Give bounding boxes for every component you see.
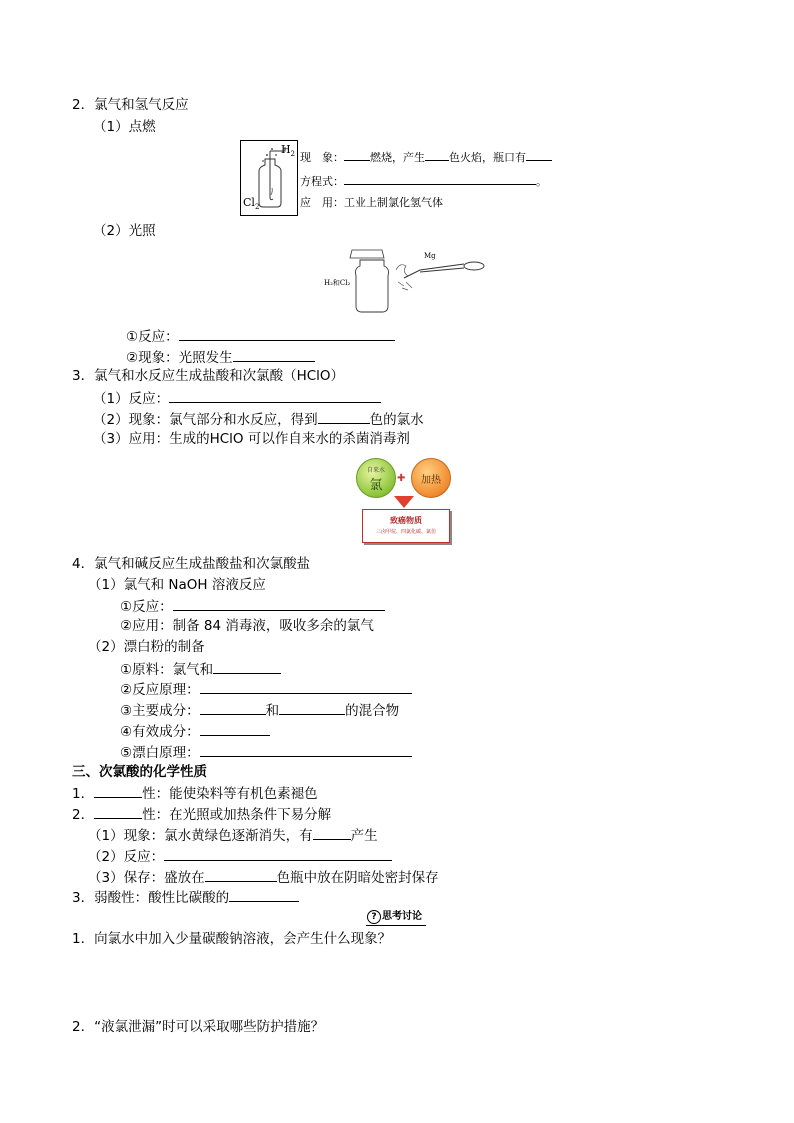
phenomenon-line: 现 象： 燃烧，产生 色火焰，瓶口有: [300, 146, 552, 167]
answer-blank[interactable]: [213, 659, 281, 674]
discussion-badge: ? 思考讨论: [366, 909, 426, 926]
answer-blank[interactable]: [344, 170, 536, 185]
hclo-properties-title: 三、次氯酸的化学性质: [72, 764, 207, 780]
answer-blank[interactable]: [279, 700, 345, 715]
answer-blank[interactable]: [164, 846, 392, 861]
answer-blank[interactable]: [94, 804, 142, 819]
answer-blank[interactable]: [200, 700, 266, 715]
question-icon: ?: [367, 910, 381, 924]
bleach-reaction-principle: ②反应原理：: [120, 679, 412, 699]
discussion-question-2: 2．“液氯泄漏”时可以采取哪些防护措施？: [72, 1019, 325, 1035]
answer-blank[interactable]: [200, 679, 412, 694]
answer-blank[interactable]: [169, 388, 381, 403]
application-line: 应 用：工业上制氯化氢气体: [300, 196, 443, 209]
hclo-storage: （3）保存：盛放在 色瓶中放在阴暗处密封保存: [88, 867, 439, 887]
answer-blank[interactable]: [526, 146, 552, 161]
hclo-phenomenon: （1）现象：氯水黄绿色逐渐消失，有 产生: [88, 825, 378, 845]
light-reaction-figure: [324, 248, 494, 316]
answer-blank[interactable]: [205, 867, 277, 882]
section-3-reaction: （1）反应：: [93, 388, 381, 408]
chlorine-circle: 自来水 氯: [356, 458, 396, 498]
section-2-part-1: （1）点燃: [93, 119, 156, 135]
hclo-property-3: 3．弱酸性：酸性比碳酸的: [72, 887, 299, 907]
section-2-reaction: ①反应：: [126, 326, 395, 346]
section-4-part-1: （1）氯气和 NaOH 溶液反应: [88, 577, 266, 593]
gas-mixture-label: H₂和Cl₂: [324, 279, 351, 287]
bleach-principle: ⑤漂白原理：: [120, 742, 412, 762]
h2-label: H: [280, 143, 291, 156]
h2-cl2-combustion-figure: $H_2$ $Cl_2$: [240, 140, 298, 216]
magnesium-label: Mg: [424, 252, 436, 260]
answer-blank[interactable]: [200, 742, 412, 757]
answer-blank[interactable]: [94, 783, 142, 798]
section-3-title: 3．氯气和水反应生成盐酸和次氯酸（HClO）: [72, 368, 345, 384]
carcinogen-figure: [356, 458, 456, 544]
heating-circle: 加热: [411, 458, 451, 498]
answer-blank[interactable]: [173, 596, 385, 611]
plus-icon: ✚: [397, 473, 406, 484]
section-4-part-2: （2）漂白粉的制备: [88, 639, 205, 655]
answer-blank[interactable]: [313, 825, 351, 840]
answer-blank[interactable]: [229, 887, 299, 902]
bleach-raw-material: ①原料：氯气和: [120, 659, 281, 679]
section-4-title: 4．氯气和碱反应生成盐酸盐和次氯酸盐: [72, 556, 311, 572]
section-3-application: （3）应用：生成的HClO 可以作自来水的杀菌消毒剂: [93, 431, 410, 447]
hclo-reaction: （2）反应：: [88, 846, 392, 866]
hclo-property-1: 1． 性：能使染料等有机色素褪色: [72, 783, 318, 803]
section-2-title: 2．氯气和氢气反应: [72, 97, 189, 113]
answer-blank[interactable]: [318, 409, 370, 424]
discussion-question-1: 1．向氯水中加入少量碳酸钠溶液，会产生什么现象？: [72, 931, 392, 947]
answer-blank[interactable]: [200, 721, 270, 736]
answer-blank[interactable]: [233, 347, 315, 362]
answer-blank[interactable]: [425, 146, 449, 161]
answer-blank[interactable]: [179, 326, 395, 341]
bleach-main-components: ③主要成分： 和 的混合物: [120, 700, 399, 720]
hclo-property-2: 2． 性：在光照或加热条件下易分解: [72, 804, 331, 824]
answer-blank[interactable]: [344, 146, 370, 161]
bleach-effective-component: ④有效成分：: [120, 721, 270, 741]
section-4-reaction: ①反应：: [120, 596, 385, 616]
section-4-application: ②应用：制备 84 消毒液，吸收多余的氯气: [120, 618, 374, 634]
arrow-down-icon: [394, 496, 414, 508]
cl2-label: Cl: [243, 195, 255, 209]
equation-line: 方程式： 。: [300, 170, 547, 191]
section-2-phenomenon: ②现象：光照发生: [126, 347, 315, 367]
section-3-phenomenon: （2）现象：氯气部分和水反应，得到 色的氯水: [93, 409, 424, 429]
section-2-part-2: （2）光照: [93, 223, 156, 239]
carcinogen-box: 致癌物质 三卤甲烷、四氯化碳、氯仿: [362, 509, 450, 543]
